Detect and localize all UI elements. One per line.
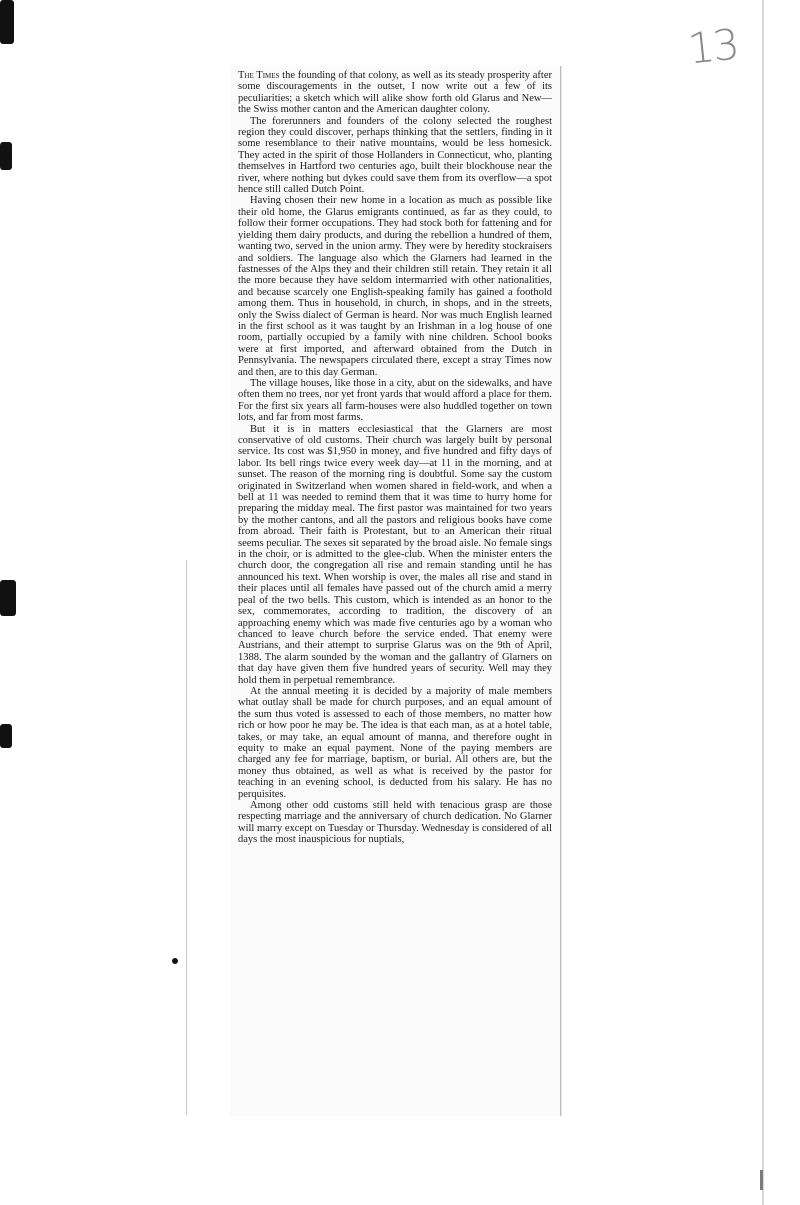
binding-mark-upper [0,142,12,170]
binding-mark-lower [0,724,12,748]
article-paragraph-7: Among other odd customs still held with tenacious grasp are those respecting marriage and the anniversary of church dedication. No Glarner will marry except on Tuesday or Thursday. Wednesday is considered of all days the most inauspicious for nuptials, [238,800,552,846]
clipping-shadow-edge [186,560,187,1115]
article-paragraph-4: The village houses, like those in a city, abut on the sidewalks, and have often them no trees, nor yet front yards that would afford a place for them. For the first six years all farm-houses were also huddled together on town lots, and far from most farms. [238,377,552,424]
article-paragraph-2: The forerunners and founders of the colony selected the roughest region they could discover, perhaps thinking that the settlers, finding in it some resemblance to their native mountains, would be less homesick. They acted in the spirit of those Hollanders in Connecticut, who, planting themselves in Hartford two centuries ago, built their blockhouse near the river, where nothing but dykes could save them from its overflow—a spot hence still called Dutch Point. [238,115,552,196]
scan-edge-line [762,0,764,1205]
newspaper-name: The Times [238,70,280,81]
article-paragraph-1: The Times the founding of that colony, as well as its steady prosperity after some discouragements in the outset, I now write out a few of its peculiarities; a sketch which will alike show forth old Glarus and New—the Swiss mother canton and the American daughter colony. [238,70,552,116]
binding-dot [172,958,178,964]
article-paragraph-6: At the annual meeting it is decided by a majority of male members what outlay shall be made for church purposes, and an equal amount of the sum thus voted is assessed to each of those members, no matter how rich or how poor he may be. The idea is that each man, as at a hotel table, takes, or may take, an equal amount of manna, and therefore ought in equity to make an equal payment. None of the paying members are charged any fee for marriage, baptism, or burial. All others are, but the money thus obtained, as well as what is received by the pastor for teaching in an evening school, is deducted from his salary. He has no perquisites. [238,685,552,800]
page-number: 13 [685,19,740,74]
article-column [238,70,552,846]
binding-mark-middle [0,580,16,616]
article-paragraph-5: But it is in matters ecclesiastical that the Glarners are most conservative of old customs. Their church was largely built by personal service. Its cost was $1,950 in money, and five hundred and fifty days of labor. Its bell rings twice every week day—at 11 in the morning, and at sunset. The reason of the morning ring is doubtful. Some say the custom originated in Switzerland when women shared in field-work, and when a bell at 11 was needed to remind them that it was time to hurry home for preparing the midday meal. The first pastor was maintained for two years by the mother cantons, and all the pastors and religious books have come from abroad. Their faith is Protestant, but to an American their ritual seems peculiar. The sexes sit separated by the broad aisle. No female sings in the choir, or is admitted to the glee-club. When the minister enters the church door, the congregation all rise and remain standing until he has announced his text. When worship is over, the males all rise and stand in their places until all females have passed out of the church amid a merry peal of the two bells. This custom, which is intended as an honor to the sex, commemorates, according to tradition, the discovery of an approaching enemy which was made five centuries ago by a woman who chanced to leave church before the service ended. That enemy were Austrians, and their attempt to surprise Glarus was on the 9th of April, 1388. The alarm sounded by the woman and the gallantry of Glarners on that day have given them five hundred years of security. Well may they hold them in perpetual remembrance. [238,423,552,686]
scan-edge-tick [760,1170,763,1190]
article-paragraph-3: Having chosen their new home in a location as much as possible like their old home, the Glarus emigrants continued, as far as they could, to follow their former occupations. They had stock both for fattening and for yielding them dairy products, and during the rebellion a hundred of them, wanting two, served in the union army. They were by heredity stockraisers and soldiers. The language also which the Glarners had learned in the fastnesses of the Alps they and their children still retain. They retain it all the more because they have seldom intermarried with other nationalities, and because scarcely one English-speaking family has gained a foothold among them. Thus in household, in church, in shops, and in the streets, only the Swiss dialect of German is heard. Nor was much English learned in the first school as it was taught by an Irishman in a log house of one room, partially occupied by a family with nine children. School books were at first imported, and afterward obtained from the Dutch in Pennsylvania. The newspapers circulated there, except a stray Times now and then, are to this day German. [238,195,552,378]
binding-mark-top [0,0,14,44]
